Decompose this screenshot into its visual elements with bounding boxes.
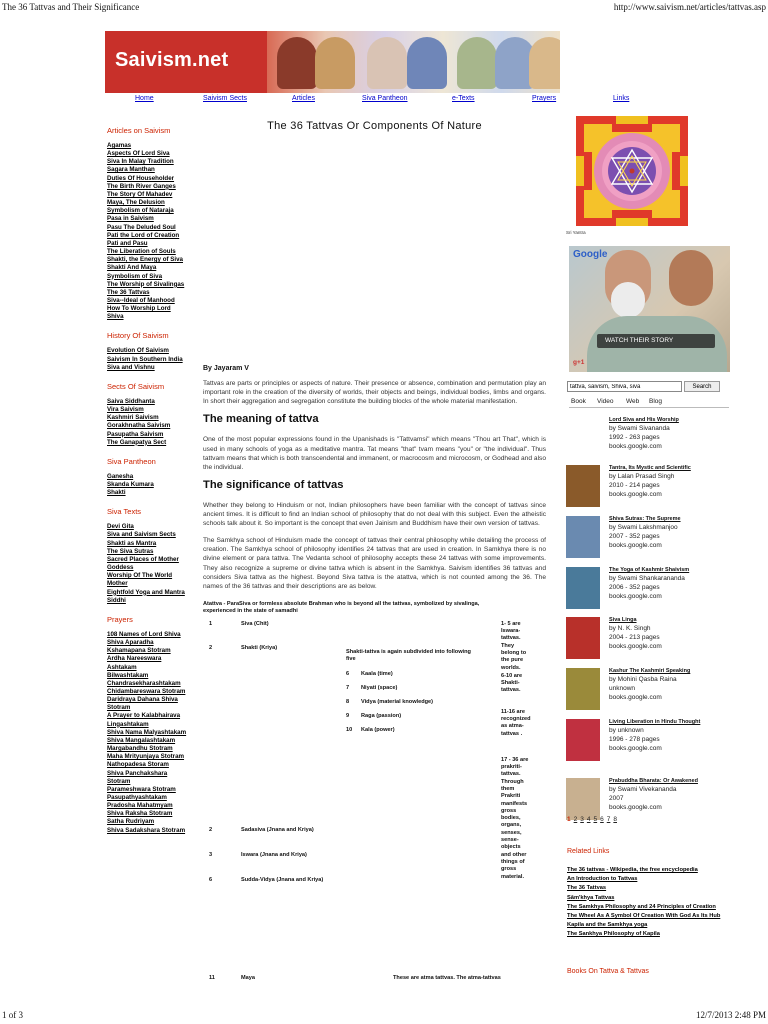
sub-name: Raga (passion) [361,712,402,719]
sidebar-link[interactable]: Sacred Places of Mother Goddess [107,555,179,572]
group-iswara: 1- 5 are Iswara-tattvas. They belong to the pure worlds. [501,620,527,671]
books-heading: Books On Tattva & Tattvas [567,968,649,975]
group-atma: 11-16 are recognized as atma-tattvas . [501,708,531,737]
sidebar-link[interactable]: Shiva Sadakshara Stotram [107,826,186,834]
sri-yantra-icon [572,112,692,230]
sidebar-link[interactable]: Margabandhu Stotram [107,745,173,753]
ad-person-image [611,282,645,318]
book-src: books.google.com [609,694,662,701]
book-title-link[interactable]: Lord Siva and His Worship [609,417,679,423]
sidebar-link[interactable]: The Siva Sutras [107,547,154,555]
sidebar-link[interactable]: Pati the Lord of Creation [107,231,180,239]
site-logo[interactable]: Saivism.net [115,49,229,71]
sidebar-link[interactable]: Duties Of Householder [107,174,175,182]
tab-web[interactable]: Web [626,398,640,405]
nav-prayers[interactable]: Prayers [532,95,557,102]
sidebar-link[interactable]: Aspects Of Lord Siva [107,150,170,158]
significance-paragraph-2: The Samkhya school of Hinduism made the concept of tattvas their central philosophy while detailing the process of creation. The Samkhya school of philosophy identifies 24 tattvas that are used in creation. In Samkhya there is no divine element or para tattva. The Vedanta school of philosophy accepts these 24 tattvas with some improvements. They also recognize a supreme or divine tattva which is absent in the Samkhya. Saivism identifies 36 tattvas and considers Siva tattva as the highest. Beyond Siva tattva is the atattva, which is not counted among the 36. The names of the 36 tattvas and their descriptions are as below. [203,537,546,590]
book-title-link[interactable]: Living Liberation in Hindu Thought [609,719,701,725]
table-row-num: 6 [209,876,213,883]
sidebar-heading: Articles on Saivism [107,126,171,135]
sub-num: 7 [346,684,350,691]
sidebar-link[interactable]: Shiva Panchakshara Stotram [107,769,168,785]
book-src: books.google.com [609,593,662,600]
group-shakti: 6-10 are Shakti-tattvas. [501,672,523,694]
deity-image [457,37,497,89]
nav-e-texts[interactable]: e-Texts [452,95,475,102]
book-author: by Swami Lakshmanjoo [609,524,678,531]
tab-blog[interactable]: Blog [649,398,663,405]
sidebar-link[interactable]: Gorakhnatha Saivism [107,422,171,430]
related-link[interactable]: Kapila and the Samkhya yoga [567,922,648,929]
print-page: 1 of 3 [2,1010,23,1020]
sidebar-link[interactable]: Sagara Manthan [107,166,155,174]
yantra-caption: Sri Yantra [566,230,586,235]
table-row-num: 3 [209,851,213,858]
heading-significance: The significance of tattvas [203,478,344,491]
related-link[interactable]: The Samkhya Philosophy and 24 Principles of Creation [567,903,716,910]
sri-yantra-image [572,112,692,230]
sidebar-link[interactable]: Skanda Kumara [107,481,154,488]
significance-paragraph-1: Whether they belong to Hinduism or not, Indian philosophers have been familiar with the concept of tattvas since ancient times. It is difficult to find an Indian school of philosophy that do not deal with this subject. Even the atheistic schools talk about it. So important is the concept that even Jainism and Buddhism have their own version of tattvas. [203,501,546,528]
ad-cta-button[interactable]: WATCH THEIR STORY [597,334,715,348]
sidebar-link[interactable]: Shakti [107,489,126,497]
book-title-link[interactable]: Shiva Sutras: The Supreme [609,516,681,522]
book-meta: 1996 - 278 pages [609,736,660,743]
book-cover-image[interactable] [566,778,600,820]
page-link[interactable]: 2 [573,816,578,823]
sidebar-link[interactable]: Shiva Raksha Stotram [107,810,173,818]
book-result [566,417,732,465]
sidebar-link[interactable]: Lingashtakam [107,720,149,728]
site-banner[interactable] [105,31,560,93]
sidebar-link[interactable]: How To Worship Lord Shiva [107,305,171,321]
left-sidebar [107,126,187,845]
sidebar-link[interactable]: Shakti as Mantra [107,539,157,547]
sidebar-link[interactable]: Maya, The Delusion [107,199,165,207]
book-title-link[interactable]: Tantra, Its Mystic and Scientific [609,465,691,471]
sidebar-group [107,126,187,321]
sub-num: 6 [346,670,350,677]
book-result [566,668,732,716]
tab-video[interactable]: Video [597,398,614,405]
book-title-link[interactable]: Kashur The Kashmiri Speaking [609,668,691,674]
book-src: books.google.com [609,804,662,811]
book-meta: 2007 - 352 pages [609,533,660,540]
sidebar-link[interactable]: Siva and Vishnu [107,363,155,371]
sidebar-link[interactable]: Pradosha Mahatmyam [107,802,173,810]
book-cover-image[interactable] [566,617,600,659]
page-link[interactable]: 5 [593,816,598,823]
ad-space [203,136,546,364]
sidebar-link[interactable]: Chandrasekharashtakam [107,679,181,687]
sidebar-heading: Sects Of Saivism [107,381,165,391]
page-link[interactable]: 1 [567,816,571,823]
sidebar-link[interactable]: Saiva Siddhanta [107,397,155,405]
intro-paragraph: Tattvas are parts or principles or aspects of nature. Their presence or absence, combination and permutation play an important role in the creation of the diversity of worlds, their objects and beings, individual bodies, limbs and organs. In short their aggregation and segregation constitute the building blocks of the whole material manifestation. [203,380,546,406]
sidebar-link[interactable]: The Liberation of Souls [107,248,176,256]
search-button[interactable]: Search [684,381,720,392]
book-src: books.google.com [609,491,662,498]
deity-image [277,37,317,89]
sidebar-link[interactable]: Vira Saivism [107,406,144,414]
sidebar-link[interactable]: Eightfold Yoga and Mantra Siddhi [107,588,185,604]
book-meta: 2006 - 352 pages [609,584,660,591]
table-row-num: 2 [209,826,213,833]
book-author: by Swami Vivekananda [609,786,677,793]
sidebar-link[interactable]: Pasa in Saivism [107,215,154,223]
book-src: books.google.com [609,643,662,650]
book-meta: 2010 - 214 pages [609,482,660,489]
sidebar-link[interactable]: A Prayer to Kalabhairava [107,712,181,720]
sub-name: Kala (power) [361,726,395,733]
gplus-button[interactable]: g+1 [573,359,585,366]
nav-articles[interactable]: Articles [292,95,315,102]
print-datetime: 12/7/2013 2:48 PM [695,1010,766,1020]
nav-saivism-sects[interactable]: Saivism Sects [203,95,247,102]
tattva-table-header: Atattva - ParaSiva or formless absolute Brahman who is beyond all the tattvas, symbolized by sivalinga, experienced in the state of samadhi [203,600,480,615]
nav-links[interactable]: Links [613,95,630,102]
sidebar-link[interactable]: The 36 Tattvas [107,288,150,296]
group-prakriti: 17 - 36 are prakriti-tattvas. Through them Prakriti manifests gross bodies, organs, senses, sense-objects and other things of gross material. [501,756,529,880]
deity-image [407,37,447,89]
book-src: books.google.com [609,745,662,752]
sidebar-link[interactable]: Daridraya Dahana Shiva Stotram [107,696,178,712]
sidebar-link[interactable]: Ardha Nareeswara Ashtakam [107,655,162,671]
sidebar-link[interactable]: The Story Of Mahadev [107,190,173,198]
page-link[interactable]: 6 [600,816,604,823]
sidebar-link[interactable]: Worship Of The World Mother [107,572,173,588]
related-link[interactable]: The Wheel As A Symbol Of Creation With God As Its Hub [567,913,721,920]
sidebar-group [107,331,187,371]
sidebar-heading: Siva Pantheon [107,456,156,466]
sidebar-link[interactable]: Satha Rudriyam [107,818,155,826]
ad-person-image [669,250,713,306]
book-title-link[interactable]: Prabuddha Bharata: Or Awakened [609,778,698,784]
print-url: http://www.saivism.net/articles/tattvas.asp [613,2,766,12]
sidebar-link[interactable]: Saivism In Southern India [107,355,183,363]
book-author: by Swami Sivananda [609,425,670,432]
book-author: by Mohini Qasba Raina [609,676,677,683]
table-row-name: Maya [241,975,255,981]
book-result [566,516,732,564]
book-cover-image[interactable] [566,668,600,710]
page-link[interactable]: 3 [580,816,584,823]
sidebar-link[interactable]: Bilwashtakam [107,671,149,679]
table-row-num: 2 [209,644,213,651]
byline: By Jayaram V [203,365,249,372]
table-row-num: 11 [209,975,215,981]
sidebar-link[interactable]: Symbolism of Siva [107,272,163,280]
sidebar-link[interactable]: Kashmiri Saivism [107,414,159,422]
book-search [567,381,732,392]
heading-meaning: The meaning of tattva [203,413,319,426]
sidebar-link[interactable]: 108 Names of Lord Shiva [107,630,181,638]
article [203,122,546,899]
nav-home[interactable]: Home [135,95,154,102]
book-src: books.google.com [609,542,662,549]
sidebar-heading: Prayers [107,614,133,624]
sidebar-link[interactable]: Shakti And Maya [107,264,157,272]
sidebar-group [107,382,187,447]
sidebar-group [107,615,187,835]
sidebar-link[interactable]: Shakti, the Energy of Siva [107,256,183,264]
related-links [567,866,731,940]
table-row-name: Sudda-Vidya (Jnana and Kriya) [241,876,324,883]
related-link[interactable]: Sām'khya Tattvas [567,894,615,901]
sub-num: 9 [346,712,350,719]
sidebar-link[interactable]: Shiva Mangalashtakam [107,736,176,744]
sidebar-link[interactable]: Devi Gita [107,523,134,531]
page-link[interactable]: 4 [586,816,591,823]
sub-name: Vidya (material knowledge) [361,698,434,705]
book-src: books.google.com [609,443,662,450]
book-cover-image[interactable] [566,516,600,558]
print-title: The 36 Tattvas and Their Significance [2,2,140,12]
tattva-table [203,599,546,899]
search-tabs [569,398,729,408]
table-row-name: Siva (Chit) [241,620,269,627]
google-ad[interactable] [569,246,730,372]
sidebar-link[interactable]: Siva and Saivism Sects [107,531,176,539]
sub-name: Niyati (space) [361,684,398,691]
page-link[interactable]: 8 [613,816,617,823]
book-result [566,617,732,665]
related-link[interactable]: The 36 Tattvas [567,885,607,892]
nav-siva-pantheon[interactable]: Siva Pantheon [362,95,408,102]
related-link[interactable]: An Introduction to Tattvas [567,876,638,883]
sidebar-link[interactable]: Maha Mrityunjaya Stotram [107,753,185,761]
maya-note: These are atma tattvas. The atma-tattvas [393,975,501,981]
book-meta: 2004 - 213 pages [609,634,660,641]
sidebar-link[interactable]: The Ganapatya Sect [107,438,167,446]
sidebar-link[interactable]: Shiva Nama Malyashtakam [107,728,187,736]
book-cover-image[interactable] [566,465,600,507]
sidebar-group [107,457,187,497]
sidebar-link[interactable]: Pasupathyashtakam [107,794,167,801]
sidebar-link[interactable]: Siva In Malay Tradition [107,158,174,166]
page-link[interactable]: 7 [606,816,611,823]
deity-image [367,37,407,89]
book-meta: 2007 [609,795,624,802]
sub-num: 10 [346,726,353,733]
book-result [566,465,732,513]
tab-book[interactable]: Book [571,398,586,405]
book-meta: unknown [609,685,636,692]
sidebar-link[interactable]: Parameshwara Stotram [107,785,176,793]
search-input[interactable] [567,381,682,392]
sidebar-link[interactable]: The Worship of Sivalingas [107,280,185,288]
sub-name: Kaala (time) [361,670,393,677]
sidebar-link[interactable]: Agamas [107,142,132,149]
book-result [566,567,732,615]
deity-image [315,37,355,89]
sidebar-link[interactable]: Ganesha [107,472,134,480]
sidebar-heading: Siva Texts [107,507,142,517]
sidebar-link[interactable]: Siva--Ideal of Manhood [107,296,175,304]
sidebar-link[interactable]: Pasupatha Saivism [107,430,164,438]
table-row-num: 1 [209,620,213,627]
book-title-link[interactable]: The Yoga of Kashmir Shaivism [609,567,690,573]
sidebar-link[interactable]: Pati and Pasu [107,239,148,247]
book-author: by unknown [609,727,644,734]
sidebar-link[interactable]: Evolution Of Saivism [107,347,169,355]
table-row-name: Shakti (Kriya) [241,644,278,651]
meaning-paragraph: One of the most popular expressions found in the Upanishads is "Tattvamsi" which means "Thou art That", which is used in many schools of yoga as a meditative mantra. Tat means "that" tvam means "you" or "the individual". Thus tattvam means that which is both transcendental and immanent, or macrocosm and microcosm, or Godhead and also the individual. [203,436,546,471]
book-author: by N. K. Singh [609,625,651,632]
google-logo: Google [573,249,608,260]
book-title-link[interactable]: Siva Linga [609,617,637,623]
related-link[interactable]: The Sankhya Philosophy of Kapila [567,931,660,938]
book-result [566,719,732,767]
book-author: by Swami Shankarananda [609,575,685,582]
sidebar-link[interactable]: Symbolism of Nataraja [107,207,174,215]
sidebar-link[interactable]: Nathopadesa Storam [107,761,169,769]
pager [567,816,620,823]
sidebar-link[interactable]: The Birth River Ganges [107,182,176,190]
book-cover-image[interactable] [566,567,600,609]
shakti-note: Shakti-tattva is again subdivided into following five [346,648,471,663]
sidebar-heading: History Of Saivism [107,331,169,341]
deity-images [267,31,560,93]
table-row-name: Sadasiva (Jnana and Kriya) [241,826,314,833]
sub-num: 8 [346,698,350,705]
print-footer [2,1010,766,1022]
top-nav [105,95,665,107]
sidebar-link[interactable]: Shiva Aparadha Kshamapana Stotram [107,639,171,655]
book-meta: 1992 - 263 pages [609,434,660,441]
related-links-heading: Related Links [567,848,610,855]
sidebar-link[interactable]: Chidambareswara Stotram [107,687,186,695]
related-link[interactable]: The 36 tattvas - Wikipedia, the free encyclopedia [567,867,698,873]
deity-image [529,37,560,89]
book-cover-image[interactable] [566,719,600,761]
page-title: The 36 Tattvas Or Components Of Nature [267,120,482,132]
print-header [2,2,766,14]
table-row-name: Iswara (Jnana and Kriya) [241,851,307,858]
sidebar-group [107,507,187,605]
book-author: by Lalan Prasad Singh [609,473,675,480]
sidebar-link[interactable]: Pasu The Deluded Soul [107,223,176,231]
